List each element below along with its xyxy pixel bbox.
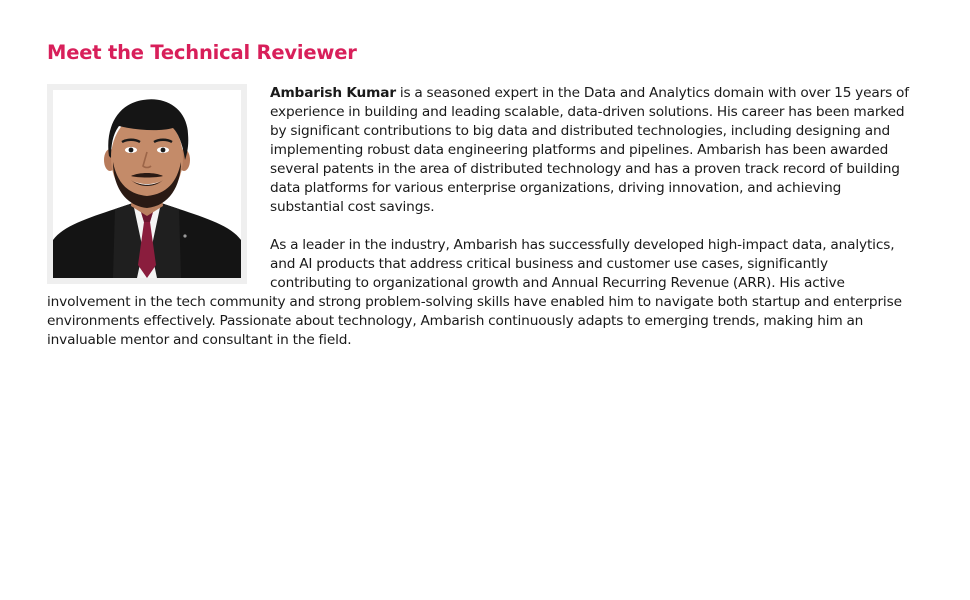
reviewer-content xyxy=(47,84,909,350)
bio-paragraph-2: As a leader in the industry, Ambarish has successfully developed high-impact data, analytics, and AI products that address critical business and customer use cases, significantly contributing to organizational growth and Annual Recurring Revenue (ARR). His active involvement in the tech community and strong problem-solving skills have enabled him to navigate both startup and enterprise environments effectively. Passionate about technology, Ambarish continuously adapts to emerging trends, making him an invaluable mentor and consultant in the field. xyxy=(47,237,902,348)
section-title: Meet the Technical Reviewer xyxy=(47,41,357,64)
reviewer-section xyxy=(47,40,909,350)
bio-paragraph-1-text: is a seasoned expert in the Data and Analytics domain with over 15 years of experience in building and leading scalable, data-driven solutions. His career has been marked by significant contributions to big data and distributed technologies, including designing and implementing robust data engineering platforms and pipelines. Ambarish has been awarded several patents in the area of distributed technology and has a proven track record of building data platforms for various enterprise organizations, driving innovation, and achieving substantial cost savings. xyxy=(270,85,909,215)
reviewer-name: Ambarish Kumar xyxy=(270,85,396,101)
photo-frame xyxy=(47,84,247,284)
reviewer-photo xyxy=(53,90,241,278)
